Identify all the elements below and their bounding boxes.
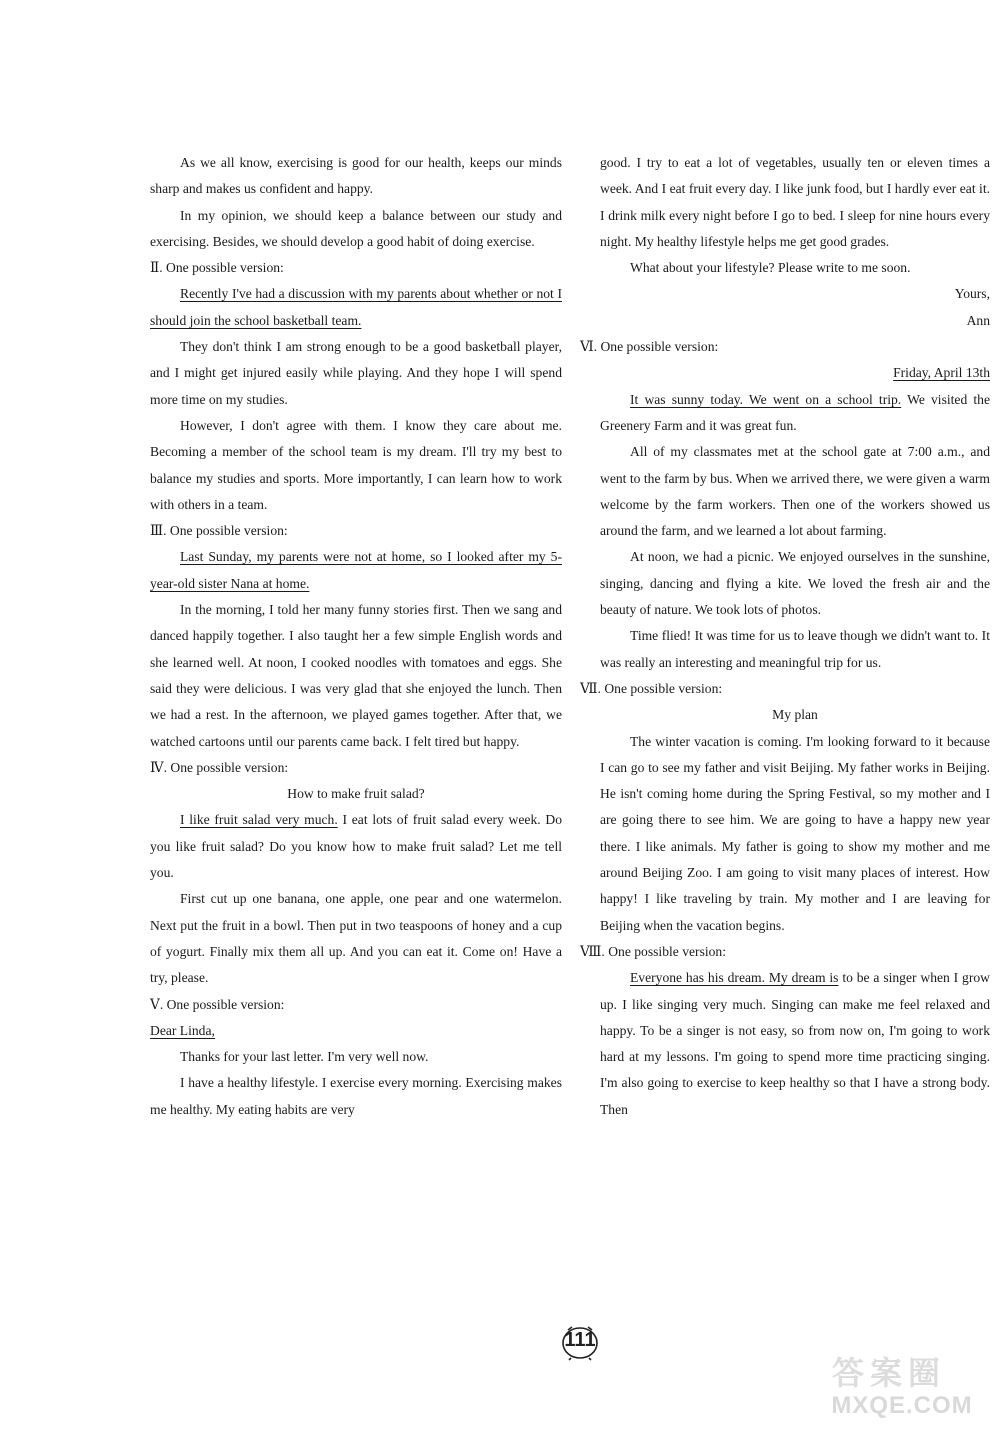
letter-signature: Ann (966, 312, 990, 328)
page-number-badge (561, 1323, 599, 1361)
watermark-text: MXQE.COM (831, 1392, 973, 1419)
paragraph: As we all know, exercising is good for our health, keeps our minds sharp and makes us confident and happy. (150, 155, 562, 197)
watermark (812, 1348, 992, 1420)
paragraph-rest: We visited the Greenery Farm and it was great fun. (600, 391, 990, 433)
diary-date (600, 360, 990, 386)
paragraph: They don't think I am strong enough to be a good basketball player, and I might get injured easily while playing. And they hope I will spend more time on my studies. (150, 339, 562, 407)
section-label: Ⅷ. One possible version: (580, 943, 727, 959)
underlined-lead: Last Sunday, my parents were not at home, so I looked after my 5-year-old sister Nana at home. (150, 549, 562, 591)
paragraph (150, 807, 562, 886)
paragraph: In my opinion, we should keep a balance between our study and exercising. Besides, we should develop a good habit of doing exercise. (150, 207, 562, 249)
section-label: Ⅳ. One possible version: (150, 759, 289, 775)
watermark-logo: 答案圈 (832, 1354, 947, 1392)
paragraph-rest: to be a singer when I grow up. I like singing very much. Singing can make me feel relaxed and happy. To be a singer is not easy, so from now on, I'm going to work hard at my lessons. I'm going to spend more time practicing singing. I'm also going to exercise to keep healthy so that I have a strong body. Then (600, 970, 990, 1117)
right-column (580, 150, 990, 1123)
paragraph: Thanks for your last letter. I'm very well now. (180, 1049, 429, 1065)
paragraph: Time flied! It was time for us to leave though we didn't want to. It was really an interesting and meaningful trip for us. (600, 628, 990, 670)
underlined-date: Friday, April 13th (893, 365, 990, 381)
paragraph: First cut up one banana, one apple, one pear and one watermelon. Next put the fruit in a bowl. Then put in two teaspoons of honey and a cup of yogurt. Finally mix them all up. And you can eat it. Come on! Have a try, please. (150, 891, 562, 986)
paragraph (600, 387, 990, 440)
paragraph: The winter vacation is coming. I'm looking forward to it because I can go to see my father and visit Beijing. My father works in Beijing. He isn't coming home during the Spring Festival, so my mother and I are going there to see him. We are going to have a happy new year there. I like animals. My father is going to show my mother and me around Beijing Zoo. I am going to visit many places of interest. How happy! I like traveling by train. My mother and I are leaving for Beijing when the vacation begins. (600, 733, 990, 933)
section-label: Ⅵ. One possible version: (580, 339, 719, 355)
paragraph: I have a healthy lifestyle. I exercise every morning. Exercising makes me healthy. My eating habits are very (150, 1075, 562, 1117)
section-label: Ⅶ. One possible version: (580, 680, 723, 696)
page-number: 111 (564, 1329, 596, 1351)
underlined-lead: I like fruit salad very much. (180, 812, 338, 828)
paragraph (150, 281, 562, 334)
paragraph (150, 544, 562, 597)
essay-title: How to make fruit salad? (287, 786, 425, 802)
letter-greeting (150, 1018, 562, 1044)
underlined-lead: Dear Linda, (150, 1022, 215, 1038)
section-label: Ⅴ. One possible version: (150, 996, 285, 1012)
paragraph: At noon, we had a picnic. We enjoyed ourselves in the sunshine, singing, dancing and flying a kite. We loved the fresh air and the beauty of nature. We took lots of photos. (600, 549, 990, 618)
paragraph: All of my classmates met at the school gate at 7:00 a.m., and went to the farm by bus. When we arrived there, we were given a warm welcome by the farm workers. Then one of the workers showed us around the farm, and we learned a lot about farming. (600, 444, 990, 539)
paragraph: In the morning, I told her many funny stories first. Then we sang and danced happily together. I also taught her a few simple English words and she learned well. At noon, I cooked noodles with tomatoes and eggs. She said they were delicious. I was very glad that she enjoyed the lunch. Then we had a rest. In the afternoon, we played games together. After that, we watched cartoons until our parents came back. I felt tired but happy. (150, 602, 562, 749)
left-column (150, 150, 562, 1123)
letter-closing: Yours, (954, 286, 990, 302)
paragraph (600, 965, 990, 1123)
essay-title: My plan (772, 707, 818, 723)
section-label: Ⅲ. One possible version: (150, 523, 288, 539)
paragraph: However, I don't agree with them. I know they care about me. Becoming a member of the school team is my dream. I'll try my best to balance my studies and sports. More importantly, I can learn how to work with others in a team. (150, 417, 562, 512)
underlined-lead: Recently I've had a discussion with my parents about whether or not I should join the school basketball team. (150, 286, 562, 328)
section-label: Ⅱ. One possible version: (150, 260, 284, 276)
paragraph-rest: I eat lots of fruit salad every week. Do you like fruit salad? Do you know how to make fruit salad? Let me tell you. (150, 812, 562, 881)
paragraph: good. I try to eat a lot of vegetables, usually ten or eleven times a week. And I eat fruit every day. I like junk food, but I hardly ever eat it. I drink milk every night before I go to bed. I sleep for nine hours every night. My healthy lifestyle helps me get good grades. (600, 155, 990, 249)
underlined-lead: Everyone has his dream. My dream is (630, 970, 839, 986)
underlined-lead: It was sunny today. We went on a school trip. (630, 391, 902, 407)
paragraph: What about your lifestyle? Please write to me soon. (630, 260, 911, 276)
